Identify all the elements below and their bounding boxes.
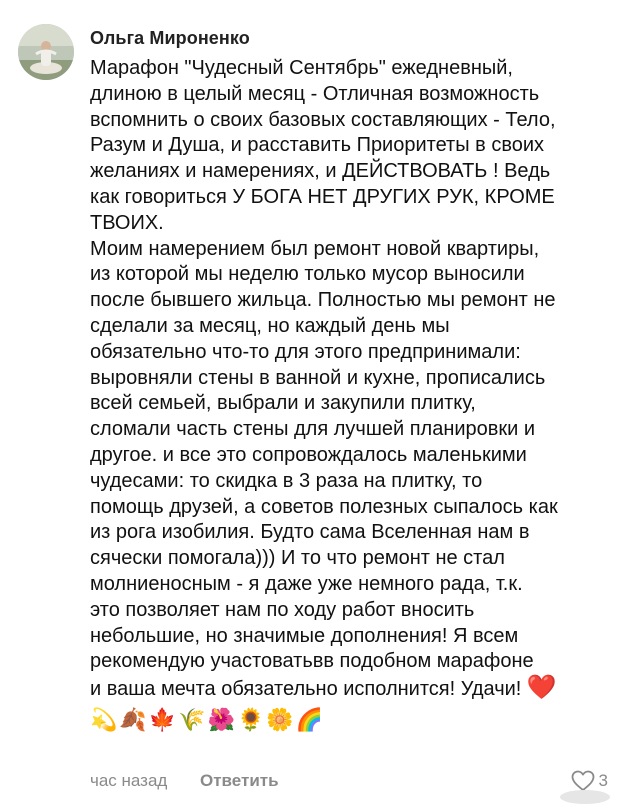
comment-text — [90, 56, 618, 703]
heart-outline-icon — [571, 770, 595, 792]
scroll-indicator — [560, 790, 610, 804]
comment-body — [90, 26, 618, 735]
emoji-row: 💫🍂🍁🌾🌺🌻🌼🌈 — [90, 706, 326, 732]
comment-text-content: Марафон "Чудесный Сентябрь" ежедневный, длиною в целый месяц - Отличная возможность вспомнить о своих базовых составляющих - Тело, Разум и Душа, и расставить Приоритеты в своих желаниях и намерениях, и ДЕЙСТВОВАТЬ ! Ведь как говориться У БОГА НЕТ ДРУГИХ РУК, КРОМЕ ТВОИХ. Моим намерением был ремонт новой квартиры, из которой мы неделю только мусор выносили после бывшего жильца. Полностью мы ремонт не сделали за месяц, но каждый день мы обязательно что-то для этого предпринимали: выровняли стены в ванной и кухне, прописались всей семьей, выбрали и закупили плитку, сломали часть стены для лучшей планировки и другое. и все это сопровождалось маленькими чудесами: то скидка в 3 раза на плитку, то помощь друзей, а советов полезных сыпалось как из рога изобилия. Будто сама Вселенная нам в сячески помогала))) И то что ремонт не стал молниеносным - я даже уже немного рада, т.к. это позволяет нам по ходу работ вносить небольшие, но значимые дополнения! Я всем рекомендую участоватьвв подобном марафоне и ваша мечта обязательно исполнится! Удачи! — [90, 57, 558, 701]
reply-button[interactable]: Ответить — [200, 771, 279, 790]
avatar-image — [18, 24, 74, 80]
author-name[interactable]: Ольга Мироненко — [90, 28, 250, 48]
heart-emoji-icon: ❤️ — [526, 674, 557, 702]
avatar[interactable] — [18, 24, 74, 80]
comment-timestamp: час назад — [90, 771, 168, 790]
comment-footer — [90, 768, 618, 794]
likes-count: 3 — [598, 771, 608, 790]
